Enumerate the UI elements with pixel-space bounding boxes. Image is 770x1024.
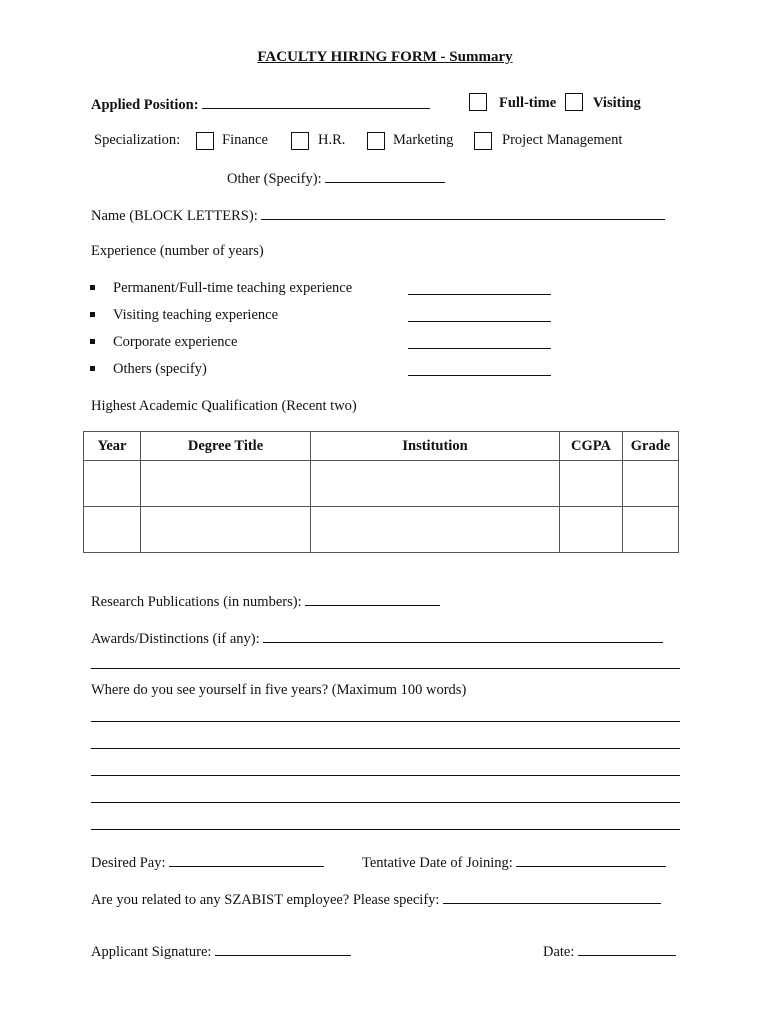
desired-pay-row — [91, 852, 324, 872]
fulltime-label: Full-time — [499, 95, 557, 111]
column-header-year: Year — [84, 432, 141, 461]
signature-field[interactable] — [215, 941, 351, 956]
research-row — [91, 591, 440, 611]
experience-item-permanent: Permanent/Full-time teaching experience — [113, 280, 353, 296]
date-field[interactable] — [578, 941, 676, 956]
related-field[interactable] — [443, 889, 661, 904]
five-years-line[interactable] — [91, 748, 680, 749]
hr-label: H.R. — [318, 132, 346, 148]
name-field[interactable] — [261, 205, 665, 220]
related-label: Are you related to any SZABIST employee? Please specify: — [91, 892, 440, 908]
visiting-label: Visiting — [593, 95, 641, 111]
five-years-line[interactable] — [91, 802, 680, 803]
experience-corporate-field[interactable] — [408, 348, 551, 349]
five-years-line[interactable] — [91, 775, 680, 776]
name-row — [91, 205, 665, 225]
five-years-label: Where do you see yourself in five years? (Maximum 100 words) — [91, 682, 467, 698]
project-management-checkbox[interactable] — [474, 132, 492, 150]
table-header-row — [84, 432, 679, 461]
signature-label: Applicant Signature: — [91, 944, 212, 960]
name-label: Name (BLOCK LETTERS): — [91, 208, 258, 224]
related-row — [91, 889, 661, 909]
project-management-label: Project Management — [502, 132, 623, 148]
date-label: Date: — [543, 944, 575, 960]
table-cell[interactable] — [84, 507, 141, 553]
desired-pay-field[interactable] — [169, 852, 324, 867]
experience-permanent-field[interactable] — [408, 294, 551, 295]
table-cell[interactable] — [311, 461, 560, 507]
specialization-label: Specialization: — [94, 132, 181, 148]
other-specify-field[interactable] — [325, 168, 445, 183]
hr-checkbox[interactable] — [291, 132, 309, 150]
applied-position-row — [91, 94, 430, 114]
table-cell[interactable] — [84, 461, 141, 507]
form-title: FACULTY HIRING FORM - Summary — [257, 49, 513, 65]
table-cell[interactable] — [560, 507, 623, 553]
qualification-table — [83, 431, 679, 553]
joining-date-field[interactable] — [516, 852, 666, 867]
bullet-icon — [90, 339, 95, 344]
experience-item-corporate: Corporate experience — [113, 334, 238, 350]
experience-item-others: Others (specify) — [113, 361, 207, 377]
experience-heading: Experience (number of years) — [91, 243, 264, 259]
research-label: Research Publications (in numbers): — [91, 594, 302, 610]
other-specify-row — [227, 168, 445, 188]
table-row — [84, 461, 679, 507]
table-cell[interactable] — [623, 461, 679, 507]
visiting-checkbox[interactable] — [565, 93, 583, 111]
marketing-label: Marketing — [393, 132, 454, 148]
applied-position-field[interactable] — [202, 94, 430, 109]
bullet-icon — [90, 312, 95, 317]
table-cell[interactable] — [560, 461, 623, 507]
column-header-cgpa: CGPA — [560, 432, 623, 461]
applied-position-label: Applied Position: — [91, 97, 199, 113]
bullet-icon — [90, 366, 95, 371]
table-cell[interactable] — [623, 507, 679, 553]
fulltime-checkbox[interactable] — [469, 93, 487, 111]
finance-label: Finance — [222, 132, 268, 148]
other-specify-label: Other (Specify): — [227, 171, 322, 187]
date-row — [543, 941, 676, 961]
research-field[interactable] — [305, 591, 440, 606]
experience-visiting-field[interactable] — [408, 321, 551, 322]
qualification-heading: Highest Academic Qualification (Recent two) — [91, 398, 357, 414]
table-row — [84, 507, 679, 553]
column-header-degree-title: Degree Title — [141, 432, 311, 461]
joining-date-row — [362, 852, 666, 872]
bullet-icon — [90, 285, 95, 290]
awards-row — [91, 628, 663, 648]
desired-pay-label: Desired Pay: — [91, 855, 166, 871]
five-years-line[interactable] — [91, 829, 680, 830]
table-cell[interactable] — [141, 461, 311, 507]
signature-row — [91, 941, 351, 961]
awards-field[interactable] — [263, 628, 663, 643]
awards-label: Awards/Distinctions (if any): — [91, 631, 260, 647]
marketing-checkbox[interactable] — [367, 132, 385, 150]
finance-checkbox[interactable] — [196, 132, 214, 150]
joining-date-label: Tentative Date of Joining: — [362, 855, 513, 871]
column-header-grade: Grade — [623, 432, 679, 461]
awards-extra-line[interactable] — [91, 668, 680, 669]
experience-item-visiting: Visiting teaching experience — [113, 307, 279, 323]
five-years-line[interactable] — [91, 721, 680, 722]
column-header-institution: Institution — [311, 432, 560, 461]
table-cell[interactable] — [311, 507, 560, 553]
experience-others-field[interactable] — [408, 375, 551, 376]
table-cell[interactable] — [141, 507, 311, 553]
